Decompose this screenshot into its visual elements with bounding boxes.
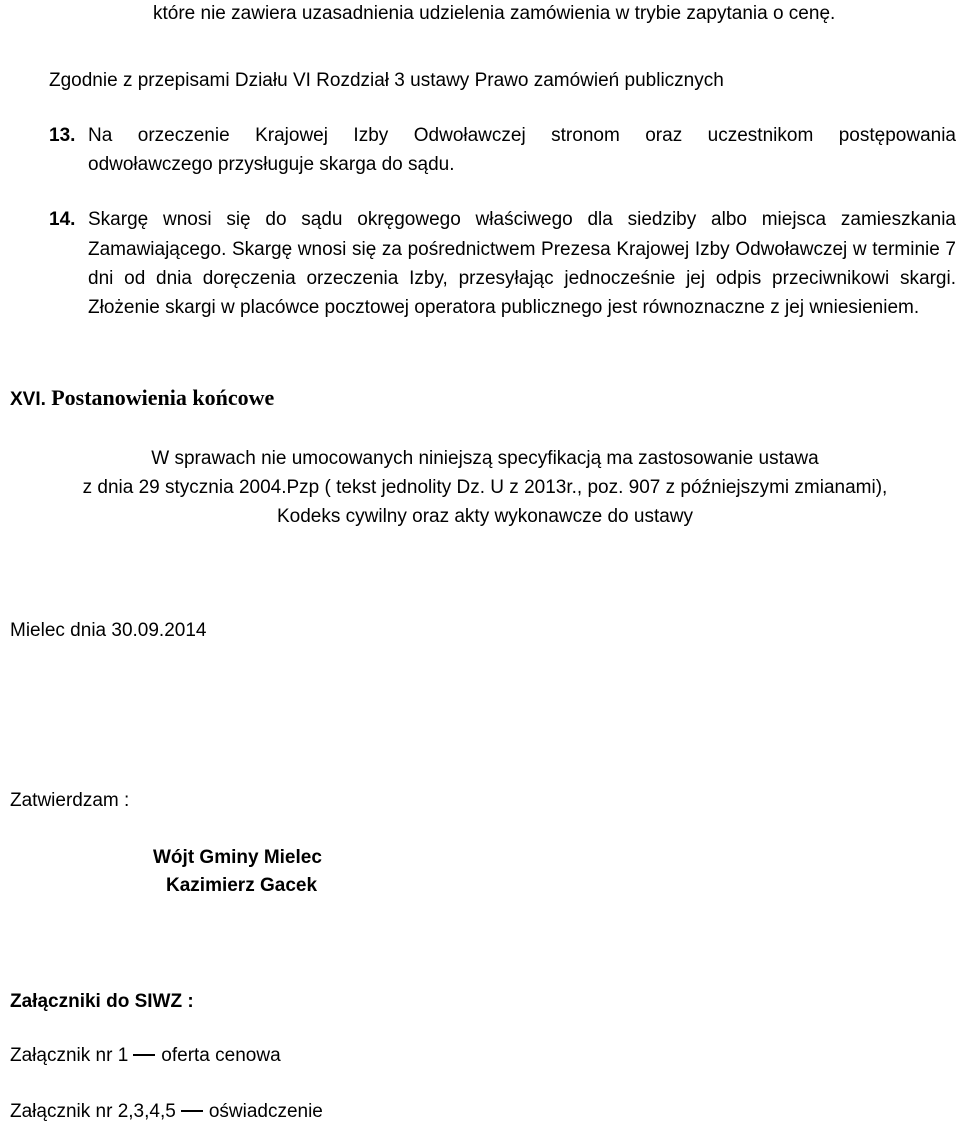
point-number: 13. [49,125,76,146]
attachments-header: Załączniki do SIWZ : [10,991,194,1012]
point-14-body: Zamawiającego. Skargę wnosi się za pośrednictwem Prezesa Krajowej Izby Odwoławczej w terminie 7 dni od dnia doręczenia orzeczenia Izby, przesyłając jednocześnie jej odpis przeciwnikowi skargi. Złożenie skargi w placówce pocztowej operatora publicznego jest równoznaczne z jej wniesieniem. [88,239,956,318]
final-provisions-line-2: z dnia 29 stycznia 2004.Pzp ( tekst jednolity Dz. U z 2013r., poz. 907 z późniejszymi zmianami), [82,477,888,498]
dash-separator [181,1110,203,1112]
attachment-label: Załącznik nr 2,3,4,5 [10,1101,176,1122]
section-heading [10,386,274,412]
dash-separator [133,1054,155,1056]
attachment-label: Załącznik nr 1 [10,1045,129,1066]
attachment-item [10,1100,323,1124]
section-title: Postanowienia końcowe [51,385,275,410]
point-number: 14. [49,209,76,230]
signatory-title: Wójt Gminy Mielec [153,847,322,868]
attachment-item [10,1044,281,1068]
attachment-desc: oferta cenowa [161,1045,281,1066]
signatory-name: Kazimierz Gacek [166,875,318,896]
point-14-line-1: Skargę wnosi się do sądu okręgowego właściwego dla siedziby albo miejsca zamieszkania [88,209,956,230]
point-13-line-1: Na orzeczenie Krajowej Izby Odwoławczej stronom oraz uczestnikom postępowania [88,125,956,146]
paragraph-line: które nie zawiera uzasadnienia udzielenia zamówienia w trybie zapytania o cenę. [153,3,836,24]
attachment-desc: oświadczenie [208,1101,323,1122]
legal-basis-line: Zgodnie z przepisami Działu VI Rozdział 3 ustawy Prawo zamówień publicznych [49,70,724,91]
point-13-line-2: odwoławczego przysługuje skarga do sądu. [88,154,455,175]
section-number: XVI. [10,389,46,410]
final-provisions-line-1: W sprawach nie umocowanych niniejszą specyfikacją ma zastosowanie ustawa [151,448,819,469]
approve-label: Zatwierdzam : [10,790,130,811]
place-date: Mielec dnia 30.09.2014 [10,620,207,641]
final-provisions-line-3: Kodeks cywilny oraz akty wykonawcze do ustawy [276,506,694,527]
